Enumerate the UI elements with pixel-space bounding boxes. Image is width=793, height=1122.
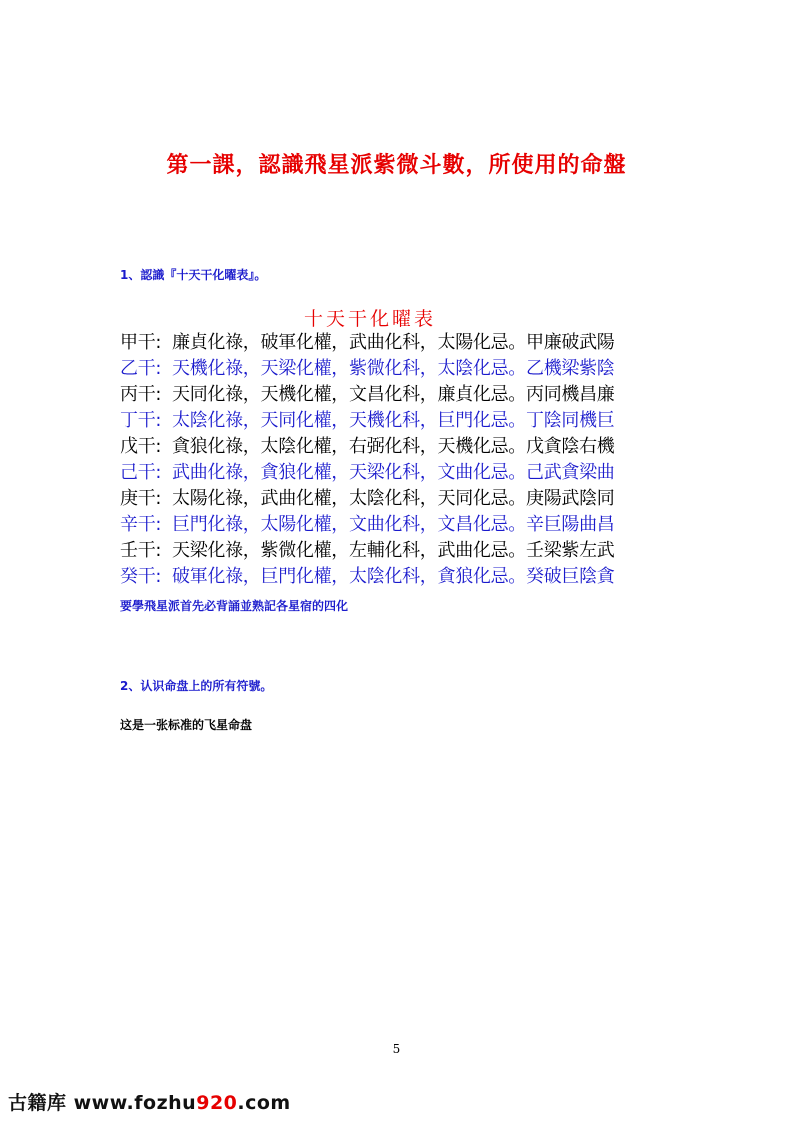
section-heading-2: 2、认识命盘上的所有符號。: [120, 679, 273, 693]
row-stem: 丁干:: [120, 410, 162, 431]
row-stem: 戊干:: [120, 436, 162, 457]
table-row: [120, 382, 680, 408]
table-row: [120, 538, 680, 564]
table-row: [120, 434, 680, 460]
page-title: 第一課，認識飛星派紫微斗數，所使用的命盤: [166, 153, 627, 178]
table-title: 十天干化曜表: [303, 308, 436, 330]
watermark-prefix: 古籍库 www.fozhu: [8, 1092, 197, 1114]
row-stem: 辛干:: [120, 514, 162, 535]
site-watermark: [8, 1088, 291, 1115]
table-row: [120, 564, 680, 590]
section-heading-3: 这是一张标准的飞星命盘: [120, 718, 253, 732]
table-row: [120, 330, 680, 356]
row-stem: 甲干:: [120, 332, 162, 353]
page-number: 5: [392, 1042, 401, 1056]
watermark-suffix: .com: [237, 1092, 291, 1114]
table-row: [120, 356, 680, 382]
table-row: [120, 486, 680, 512]
row-stem: 庚干:: [120, 488, 162, 509]
table-row: [120, 460, 680, 486]
table-row: [120, 512, 680, 538]
watermark-number: 920: [196, 1092, 238, 1114]
row-stem: 己干:: [120, 462, 162, 483]
stem-transformation-table: [120, 330, 680, 590]
section-heading-1: 1、認識『十天干化曜表』。: [120, 268, 267, 282]
row-text: 天同化祿，天機化權，文昌化科，廉貞化忌。丙同機昌廉: [172, 384, 615, 405]
row-text: 太陽化祿，武曲化權，太陰化科，天同化忌。庚陽武陰同: [172, 488, 615, 509]
row-text: 太陰化祿，天同化權，天機化科，巨門化忌。丁陰同機巨: [172, 410, 615, 431]
row-text: 貪狼化祿，太陰化權，右弼化科，天機化忌。戊貪陰右機: [172, 436, 615, 457]
table-row: [120, 408, 680, 434]
row-text: 天梁化祿，紫微化權，左輔化科，武曲化忌。壬梁紫左武: [172, 540, 615, 561]
row-text: 武曲化祿，貪狼化權，天梁化科，文曲化忌。己武貪梁曲: [172, 462, 615, 483]
row-text: 廉貞化祿，破軍化權，武曲化科，太陽化忌。甲廉破武陽: [172, 332, 615, 353]
row-text: 破軍化祿，巨門化權，太陰化科，貪狼化忌。癸破巨陰貪: [172, 566, 615, 587]
row-stem: 癸干:: [120, 566, 162, 587]
memorize-note: 要學飛星派首先必背誦並熟記各星宿的四化: [120, 599, 349, 613]
row-text: 天機化祿，天梁化權，紫微化科，太陰化忌。乙機梁紫陰: [172, 358, 615, 379]
row-stem: 壬干:: [120, 540, 162, 561]
row-stem: 乙干:: [120, 358, 162, 379]
row-text: 巨門化祿，太陽化權，文曲化科，文昌化忌。辛巨陽曲昌: [172, 514, 615, 535]
row-stem: 丙干:: [120, 384, 162, 405]
